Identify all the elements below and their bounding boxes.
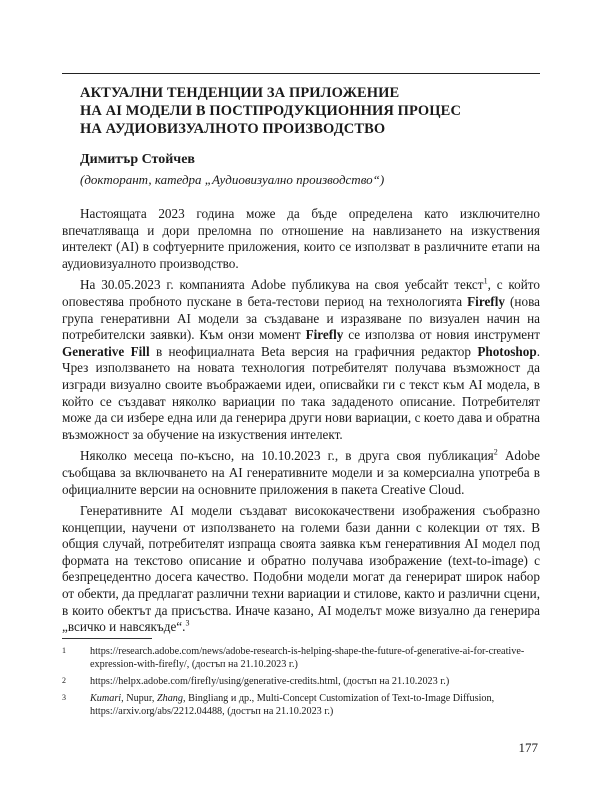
title-line-2: НА AI МОДЕЛИ В ПОСТПРОДУКЦИОННИЯ ПРОЦЕС [80,103,462,119]
paragraph-4: Генеративните AI модели създават висококачествени изображения съобразно концепции, научени от използването на големи бази данни с колекции от тях. В общия случай, потребителят изпраща своята заявка към генеративния AI модел под формата на текстово описание и обратно получава изображение (text-to-image) с безпрецедентно досега качество. Подобни модели могат да генерират широк набор от обекти, да предлагат различни техни вариации и стилове, както и различни сцени, в които обектът да присъства. Иначе казано, AI моделът може визуално да генерира „всичко и навсякъде“.$^3$ [62,503,540,635]
top-rule [62,73,540,74]
footnote-2 [62,675,540,688]
footnote-number: 1 [62,646,66,655]
footnote-link[interactable]: https://helpx.adobe.com/firefly/using/generative-credits.html, (достъп на 21.10.2023 г.) [90,676,450,687]
article-title [80,84,530,138]
author-name: Димитър Стойчев [80,152,195,167]
footnote-number: 2 [62,676,66,685]
footnote-ref-3: 3 [185,618,190,628]
title-line-3: НА АУДИОВИЗУАЛНОТО ПРОИЗВОДСТВО [80,121,386,137]
footnote-citation[interactable]: Kumari, Nupur, Zhang, Bingliang и др., Multi-Concept Customization of Text-to-Image Diffusion, https://arxiv.org/abs/2212.04488, (достъп на 21.10.2023 г.) [90,693,495,717]
footnote-ref-2: 2 [493,447,498,457]
footnote-rule [62,638,152,639]
footnote-1 [62,645,540,671]
paragraph-3: Няколко месеца по-късно, на 10.10.2023 г., в друга своя публикация$^2$ Adobe съобщава за включването на AI генеративните модели и за комерсиална употреба в официалните версии на основните приложения в пакета Creative Cloud. [62,447,540,497]
footnote-ref-1: 1 [483,276,488,286]
page-number: 177 [518,740,538,755]
title-line-1: АКТУАЛНИ ТЕНДЕНЦИИ ЗА ПРИЛОЖЕНИЕ [80,85,400,101]
article-body [62,206,540,641]
footnote-link[interactable]: https://research.adobe.com/news/adobe-research-is-helping-shape-the-future-of-generative-ai-for-creative-expression-with-firefly/, (достъп на 21.10.2023 г.) [90,646,525,670]
author-affiliation: (докторант, катедра „Аудиовизуално производство“) [80,172,385,187]
paragraph-1: Настоящата 2023 година може да бъде определена като изключително впечатляваща и дори преломна по отношение на навлизането на изкуствения интелект (AI) в софтуерните приложения, които се използват в различните етапи на аудиовизуалното производство. [62,206,540,271]
footnotes [62,645,540,722]
paragraph-2: На 30.05.2023 г. компанията Adobe публикува на своя уебсайт текст$^1$, с който оповестява пробното пускане в бета-тестови период на технологията Firefly (нова група генеративни AI модели за създаване и изразяване по визуален начин на потребителски заявки). Към онзи момент Firefly се използва от новия инструмент Generative Fill в неофициалната Beta версия на графичния редактор Photoshop. Чрез използването на новата технология потребителят получава възможност да изгради визуално своите въображаеми идеи, описвайки ги с текст към AI модела, в който се създават няколко вариации по така зададеното описание. Потребителят може да си избере една или да генерира други нови вариации, с което дава и обратна възможност за обучение на изкуствения интелект. [62,276,540,442]
footnote-3 [62,692,540,718]
footnote-number: 3 [62,693,66,702]
